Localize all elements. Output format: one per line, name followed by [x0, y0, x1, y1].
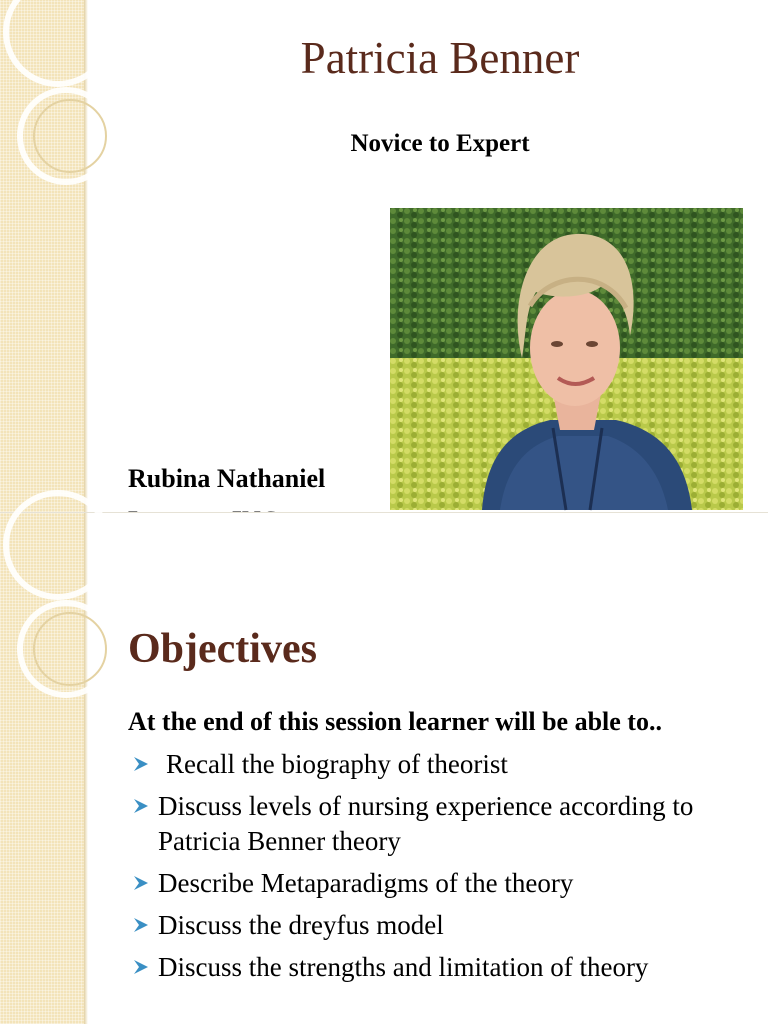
objectives-heading: Objectives [128, 626, 317, 672]
list-item [130, 908, 750, 943]
list-item-text: Discuss levels of nursing experience according to Patricia Benner theory [158, 791, 694, 856]
list-item-text: Describe Metaparadigms of the theory [158, 868, 574, 898]
arrow-right-icon [132, 959, 150, 975]
author-name: Rubina Nathaniel [128, 464, 326, 493]
objectives-slide [0, 512, 768, 1024]
list-item [130, 747, 750, 782]
list-item [130, 866, 750, 901]
arrow-right-icon [132, 917, 150, 933]
portrait-image [390, 208, 743, 510]
objectives-intro: At the end of this session learner will be able to.. [128, 707, 662, 736]
slide-subtitle: Novice to Expert [350, 130, 530, 157]
portrait-photo [390, 208, 743, 510]
list-item-text: Discuss the strengths and limitation of theory [158, 952, 649, 982]
decorative-circles [0, 513, 84, 1025]
arrow-right-icon [132, 875, 150, 891]
list-item-text: Discuss the dreyfus model [158, 910, 444, 940]
arrow-right-icon [132, 798, 150, 814]
objectives-list [130, 747, 750, 992]
arrow-right-icon [132, 756, 150, 772]
slide-title: Patricia Benner [300, 33, 580, 83]
list-item [130, 789, 750, 859]
list-item [130, 950, 750, 985]
title-slide [0, 0, 768, 512]
list-item-text: Recall the biography of theorist [166, 749, 508, 779]
decorative-circles [0, 0, 84, 512]
